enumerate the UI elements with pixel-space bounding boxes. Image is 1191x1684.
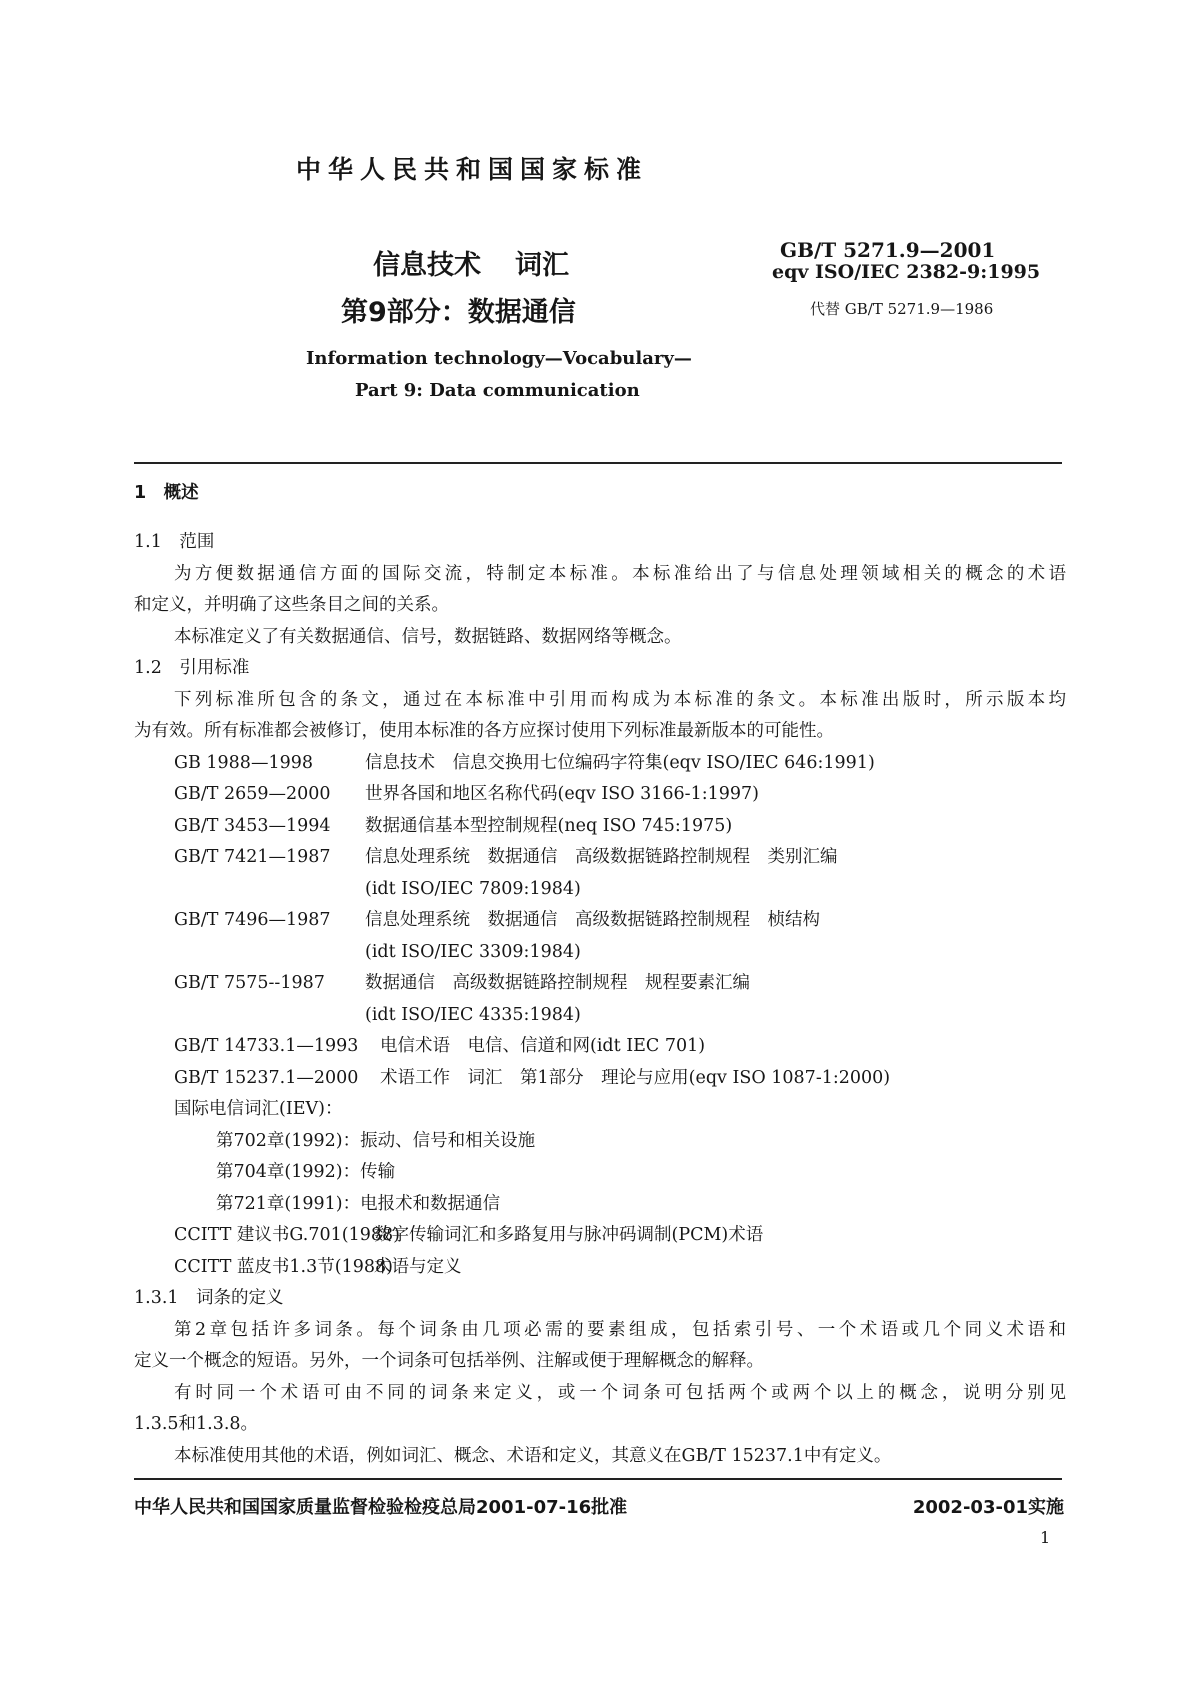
iev-heading: 国际电信词汇(IEV)： [174,1099,343,1119]
bottom-divider [134,1478,1062,1480]
reference-equivalence: (idt ISO/IEC 7809:1984) [365,878,581,899]
title-en-line2: Part 9: Data communication [355,380,640,401]
reference-title: 术语工作 词汇 第1部分 理论与应用(eqv ISO 1087-1:2000) [380,1067,891,1088]
paragraph: 1.3.5和1.3.8。 [134,1414,259,1434]
section-1-2-heading: 1.2 引用标准 [134,658,250,678]
reference-item [134,748,1066,780]
reference-item-continued [134,937,1066,969]
section-1-1-heading: 1.1 范围 [134,532,215,552]
equivalent-standard: eqv ISO/IEC 2382-9:1995 [772,261,1041,283]
paragraph: 本标准定义了有关数据通信、信号，数据链路、数据网络等概念。 [174,626,682,647]
reference-item [134,968,1066,1000]
section-1-3-1-heading: 1.3.1 词条的定义 [134,1288,284,1308]
reference-code: GB/T 14733.1—1993 [174,1036,359,1056]
reference-item [134,1063,1066,1095]
implementation-date: 2002-03-01实施 [912,1497,1064,1518]
ccitt-code: CCITT 蓝皮书1.3节(1988) [174,1256,393,1277]
title-cn-part1: 信息技术 [373,250,481,281]
paragraph: 有时同一个术语可由不同的词条来定义，或一个词条可包括两个或两个以上的概念，说明分别见 [174,1382,1066,1403]
reference-item [134,811,1066,843]
paragraph: 为有效。所有标准都会被修订，使用本标准的各方应探讨使用下列标准最新版本的可能性。 [134,721,834,741]
reference-title: 数据通信 高级数据链路控制规程 规程要素汇编 [365,973,750,993]
paragraph: 和定义，并明确了这些条目之间的关系。 [134,595,449,615]
reference-code: GB/T 15237.1—2000 [174,1067,359,1088]
title-cn-line2: 第9部分：数据通信 [341,297,576,328]
standard-code: GB/T 5271.9—2001 [780,238,996,262]
reference-title: 电信术语 电信、信道和网(idt IEC 701) [380,1036,706,1056]
reference-code: GB/T 7575--1987 [174,973,325,993]
reference-item-continued [134,874,1066,906]
reference-code: GB/T 7421—1987 [174,847,331,867]
iev-item: 第721章(1991)：电报术和数据通信 [216,1193,501,1214]
national-standard-heading: 中华人民共和国国家标准 [296,155,649,184]
paragraph: 下列标准所包含的条文，通过在本标准中引用而构成为本标准的条文。本标准出版时，所示版本均 [174,689,1066,710]
reference-code: GB 1988—1998 [174,752,313,773]
paragraph: 定义一个概念的短语。另外，一个词条可包括举例、注解或便于理解概念的解释。 [134,1351,764,1371]
reference-title: 信息处理系统 数据通信 高级数据链路控制规程 桢结构 [365,910,820,930]
replaced-standard: 代替 GB/T 5271.9—1986 [810,300,994,318]
reference-item [134,1031,1066,1063]
ccitt-item [134,1220,1066,1252]
ccitt-item [134,1252,1066,1284]
reference-item-continued [134,1000,1066,1032]
reference-item [134,842,1066,874]
iev-item: 第702章(1992)：振动、信号和相关设施 [216,1130,536,1151]
reference-title: 数据通信基本型控制规程(neq ISO 745:1975) [365,815,733,836]
reference-item [134,905,1066,937]
top-divider [134,462,1062,464]
paragraph: 第2章包括许多词条。每个词条由几项必需的要素组成，包括索引号、一个术语或几个同义术语和 [174,1319,1066,1340]
reference-equivalence: (idt ISO/IEC 3309:1984) [365,941,581,962]
reference-code: GB/T 7496—1987 [174,910,331,930]
document-body [134,478,1066,1472]
title-en-line1: Information technology—Vocabulary— [306,348,692,369]
iev-item: 第704章(1992)：传输 [216,1162,396,1182]
ccitt-code: CCITT 建议书G.701(1988) [174,1225,400,1245]
ccitt-title: 术语与定义 [374,1256,462,1277]
section-1-heading: 1 概述 [134,483,199,503]
approval-line: 中华人民共和国国家质量监督检验检疫总局2001-07-16批准 [134,1497,628,1518]
paragraph: 为方便数据通信方面的国际交流，特制定本标准。本标准给出了与信息处理领域相关的概念的术语 [174,563,1066,584]
reference-code: GB/T 2659—2000 [174,784,331,804]
title-cn-part2: 词汇 [515,250,569,281]
page-number: 1 [1040,1528,1051,1547]
reference-title: 信息技术 信息交换用七位编码字符集(eqv ISO/IEC 646:1991) [365,752,875,773]
title-cn-line1 [373,243,569,282]
ccitt-title: 数字传输词汇和多路复用与脉冲码调制(PCM)术语 [374,1225,764,1245]
reference-code: GB/T 3453—1994 [174,815,331,836]
reference-title: 世界各国和地区名称代码(eqv ISO 3166-1:1997) [365,784,759,804]
reference-equivalence: (idt ISO/IEC 4335:1984) [365,1004,581,1025]
reference-title: 信息处理系统 数据通信 高级数据链路控制规程 类别汇编 [365,847,838,867]
paragraph: 本标准使用其他的术语，例如词汇、概念、术语和定义，其意义在GB/T 15237.1中有定义。 [174,1445,892,1466]
reference-item [134,779,1066,811]
